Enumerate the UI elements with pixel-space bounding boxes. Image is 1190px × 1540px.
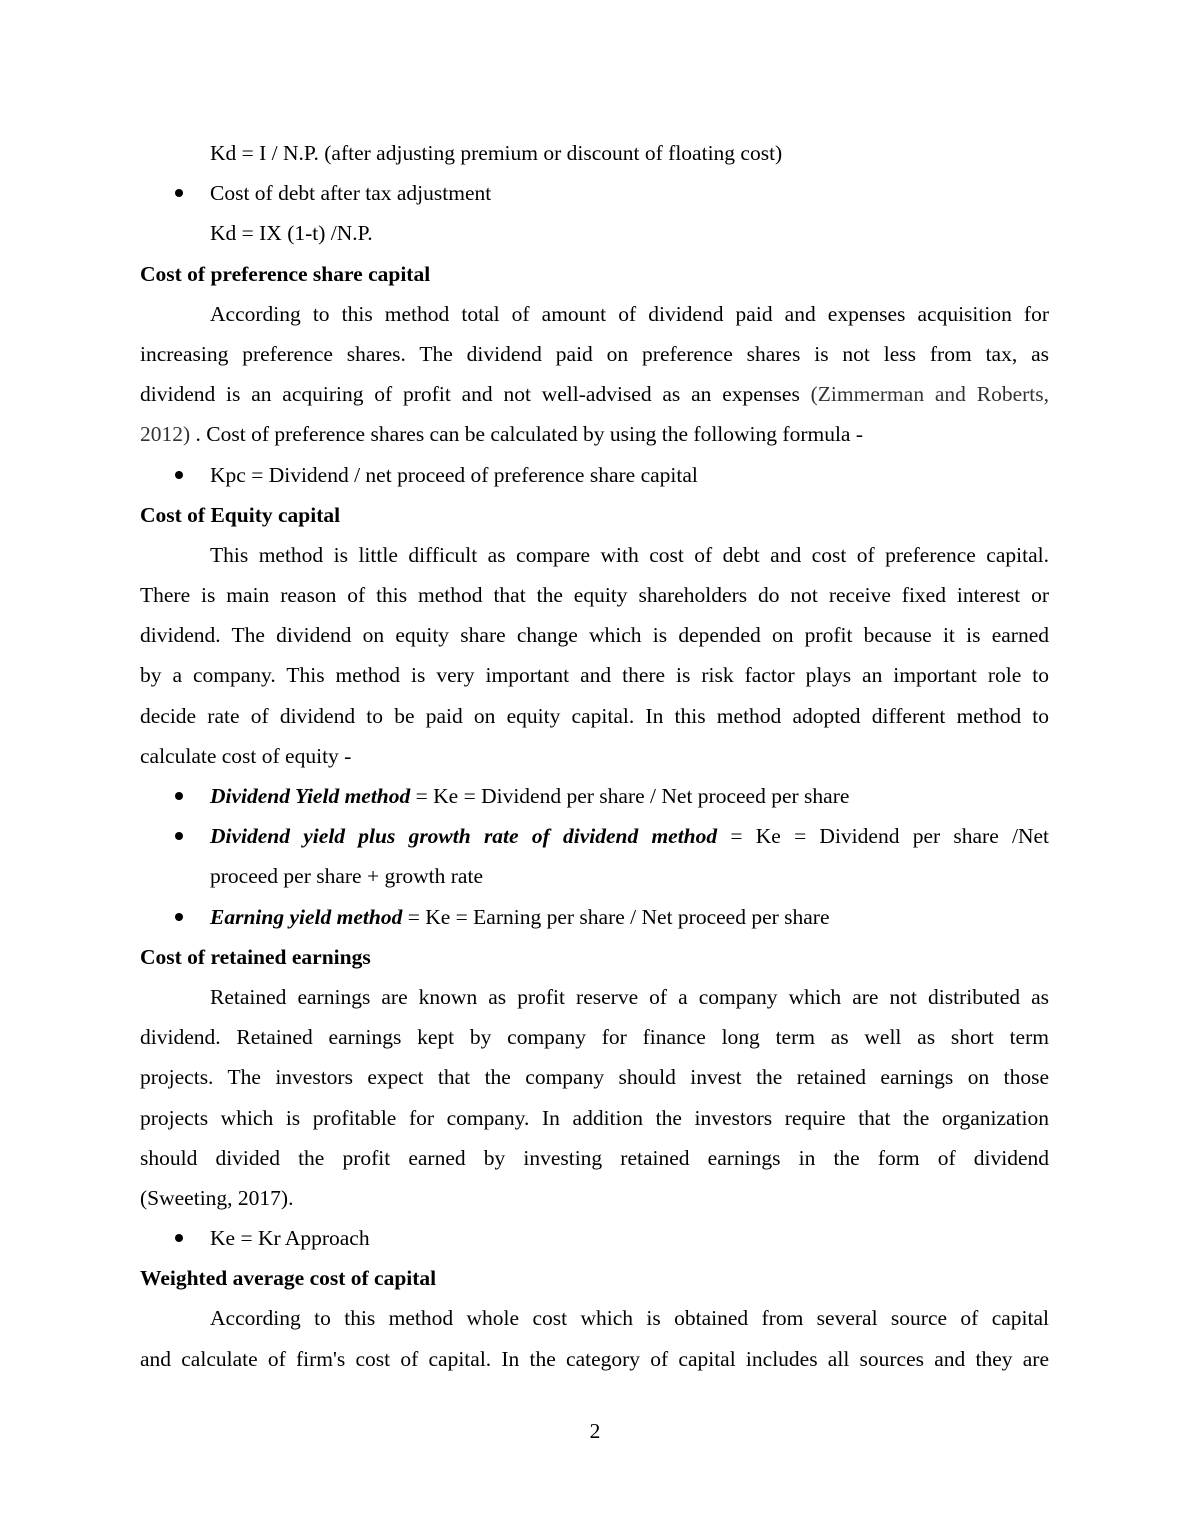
paragraph-line: projects which is profitable for company. In addition the investors require that the organization xyxy=(140,1105,1049,1130)
heading-preference-share: Cost of preference share capital xyxy=(140,261,431,286)
formula-kd-ix: Kd = IX (1-t) /N.P. xyxy=(210,221,373,246)
bullet-icon xyxy=(175,189,183,197)
formula-kd-np: Kd = I / N.P. (after adjusting premium or discount of floating cost) xyxy=(210,141,783,165)
paragraph-line: There is main reason of this method that the equity shareholders do not receive fixed interest or xyxy=(140,583,1049,608)
paragraph-line xyxy=(140,374,1049,414)
citation: (Zimmerman and Roberts, xyxy=(810,382,1049,407)
bullet-text: Ke = Kr Approach xyxy=(210,1226,370,1251)
paragraph-line: dividend. Retained earnings kept by company for finance long term as well as short term xyxy=(140,1025,1049,1050)
bullet-icon xyxy=(175,1234,183,1242)
bullet-text: Cost of debt after tax adjustment xyxy=(210,181,492,206)
bullet-term: Dividend Yield method xyxy=(210,784,411,808)
paragraph-line: According to this method total of amount of dividend paid and expenses acquisition for xyxy=(210,301,1049,326)
paragraph-line: and calculate of firm's cost of capital. In the category of capital includes all sources and they are xyxy=(140,1346,1049,1371)
bullet-text: = Ke = Earning per share / Net proceed per share xyxy=(402,904,830,929)
paragraph-line: decide rate of dividend to be paid on equity capital. In this method adopted different method to xyxy=(140,703,1049,728)
list-item xyxy=(140,897,1049,937)
heading-wacc: Weighted average cost of capital xyxy=(140,1266,437,1291)
paragraph-line: (Sweeting, 2017). xyxy=(140,1185,294,1210)
line-text: dividend is an acquiring of profit and not well-advised as an expenses xyxy=(140,382,811,407)
heading-equity-capital: Cost of Equity capital xyxy=(140,502,341,527)
paragraph-line xyxy=(140,414,1049,454)
list-item-continuation: proceed per share + growth rate xyxy=(210,864,483,889)
bullet-icon xyxy=(175,471,183,479)
paragraph-line: According to this method whole cost which is obtained from several source of capital xyxy=(210,1306,1049,1331)
bullet-text: = Ke = Dividend per share /Net xyxy=(717,824,1050,849)
heading-retained-earnings: Cost of retained earnings xyxy=(140,944,371,969)
bullet-term: Earning yield method xyxy=(210,904,403,929)
list-item xyxy=(140,776,1049,816)
paragraph-line: by a company. This method is very important and there is risk factor plays an important role to xyxy=(140,663,1049,688)
paragraph-line: increasing preference shares. The dividend paid on preference shares is not less from tax, as xyxy=(140,341,1049,366)
bullet-icon xyxy=(175,792,183,800)
citation: 2012) xyxy=(140,422,191,447)
page-number: 2 xyxy=(589,1419,601,1443)
paragraph-line: projects. The investors expect that the company should invest the retained earnings on those xyxy=(140,1065,1049,1090)
paragraph-line: This method is little difficult as compare with cost of debt and cost of preference capital. xyxy=(210,542,1049,567)
list-item xyxy=(140,1218,1049,1258)
paragraph-line: should divided the profit earned by investing retained earnings in the form of dividend xyxy=(140,1145,1049,1170)
bullet-icon xyxy=(175,913,183,921)
bullet-icon xyxy=(175,832,183,840)
bullet-term: Dividend yield plus growth rate of dividend method xyxy=(210,824,718,849)
list-item xyxy=(140,173,1049,213)
list-item xyxy=(140,816,1049,856)
list-item xyxy=(140,455,1049,495)
paragraph-line: dividend. The dividend on equity share change which is depended on profit because it is earned xyxy=(140,623,1049,648)
page-body xyxy=(140,133,1049,1379)
line-text: . Cost of preference shares can be calculated by using the following formula - xyxy=(190,422,864,447)
bullet-text: = Ke = Dividend per share / Net proceed per share xyxy=(410,784,850,808)
bullet-text: Kpc = Dividend / net proceed of preference share capital xyxy=(210,462,698,487)
paragraph-line: Retained earnings are known as profit reserve of a company which are not distributed as xyxy=(210,984,1049,1009)
paragraph-line: calculate cost of equity - xyxy=(140,743,352,768)
